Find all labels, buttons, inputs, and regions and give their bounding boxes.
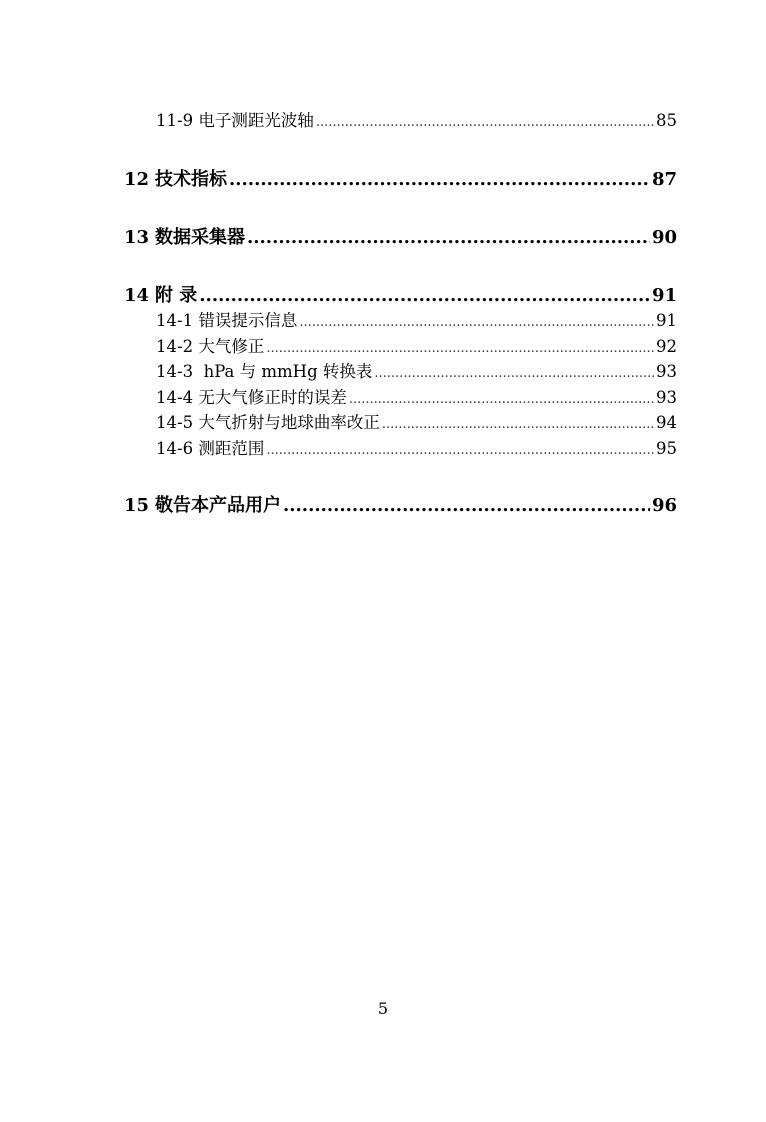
dot-leader xyxy=(374,362,654,381)
toc-entry-14-4[interactable] xyxy=(156,384,677,408)
toc-chapter-number: 12 xyxy=(124,169,150,190)
toc-entry-label xyxy=(156,358,372,382)
dot-leader xyxy=(299,311,654,330)
toc-chapter-label xyxy=(124,165,227,191)
toc-entry-14-6[interactable] xyxy=(156,435,677,459)
toc-chapter-label xyxy=(124,223,245,249)
page-number: 5 xyxy=(377,999,389,1018)
toc-chapter-page: 96 xyxy=(651,495,677,516)
toc-chapter-page: 87 xyxy=(651,169,677,190)
toc-entry-title: 大气修正 xyxy=(198,337,265,356)
toc-entry-14-5[interactable] xyxy=(156,409,677,433)
toc-entry-14-2[interactable] xyxy=(156,333,677,357)
dot-leader xyxy=(283,495,650,516)
toc-entry-page: 91 xyxy=(656,311,677,330)
toc-entry-number: 14-2 xyxy=(156,337,194,356)
toc-entry-page: 92 xyxy=(656,337,677,356)
toc-entry-title: 无大气修正时的误差 xyxy=(198,388,347,407)
toc-entry-page: 85 xyxy=(656,111,677,130)
toc-chapter-13[interactable] xyxy=(124,223,677,249)
toc-entry-page: 93 xyxy=(656,362,677,381)
toc-chapter-title: 数据采集器 xyxy=(155,227,245,248)
toc-entry-page: 95 xyxy=(656,439,677,458)
toc-entry-number: 11-9 xyxy=(156,111,194,130)
toc-chapter-page: 91 xyxy=(651,285,677,306)
toc-entry-label xyxy=(156,435,264,459)
toc-chapter-12[interactable] xyxy=(124,165,677,191)
toc-entry-number: 14-6 xyxy=(156,439,194,458)
toc-chapter-number: 13 xyxy=(124,227,150,248)
toc-chapter-title: 附 录 xyxy=(155,285,198,306)
dot-leader xyxy=(316,111,654,130)
toc-chapter-page: 90 xyxy=(651,227,677,248)
toc-chapter-number: 15 xyxy=(124,495,150,516)
toc-chapter-title: 技术指标 xyxy=(155,169,227,190)
toc-entry-number: 14-4 xyxy=(156,388,194,407)
toc-entry-title: hPa 与 mmHg 转换表 xyxy=(198,362,373,381)
toc-chapter-15[interactable] xyxy=(124,491,677,517)
toc-entry-title: 电子测距光波轴 xyxy=(198,111,314,130)
toc-entry-title: 大气折射与地球曲率改正 xyxy=(198,413,380,432)
dot-leader xyxy=(266,439,654,458)
toc-entry-label xyxy=(156,409,380,433)
toc-entry-14-3[interactable] xyxy=(156,358,677,382)
toc-entry-label xyxy=(156,107,314,131)
dot-leader xyxy=(266,337,654,356)
dot-leader xyxy=(247,227,650,248)
toc-entry-label xyxy=(156,333,264,357)
toc-entry-title: 错误提示信息 xyxy=(198,311,298,330)
toc-entry-label xyxy=(156,384,347,408)
dot-leader xyxy=(199,285,650,306)
toc-chapter-label xyxy=(124,491,281,517)
toc-chapter-label xyxy=(124,281,197,307)
toc-entry-title: 测距范围 xyxy=(198,439,265,458)
toc-chapter-14[interactable] xyxy=(124,281,677,307)
toc-entry-label xyxy=(156,307,297,331)
dot-leader xyxy=(382,413,654,432)
toc-entry-number: 14-5 xyxy=(156,413,194,432)
toc-entry-14-1[interactable] xyxy=(156,307,677,331)
toc-entry-number: 14-3 xyxy=(156,362,194,381)
toc-chapter-number: 14 xyxy=(124,285,150,306)
toc-entry-page: 93 xyxy=(656,388,677,407)
toc-entry-page: 94 xyxy=(656,413,677,432)
dot-leader xyxy=(349,388,654,407)
dot-leader xyxy=(229,169,650,190)
toc-entry-number: 14-1 xyxy=(156,311,194,330)
toc-chapter-title: 敬告本产品用户 xyxy=(155,495,281,516)
toc-entry-11-9[interactable] xyxy=(156,107,677,131)
